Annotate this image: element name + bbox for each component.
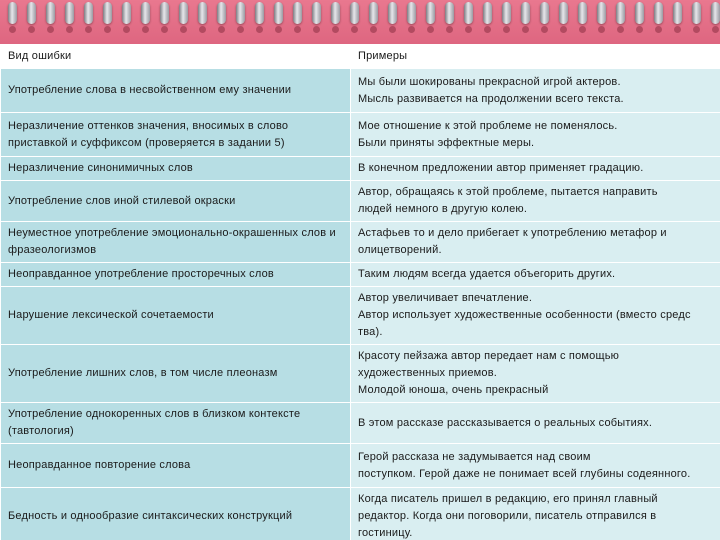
spiral-ring <box>597 2 606 24</box>
error-type-cell: Употребление слова в несвойственном ему значении <box>1 69 351 113</box>
spiral-ring <box>236 2 245 24</box>
binding-hole <box>275 26 282 33</box>
binding-hole <box>598 26 605 33</box>
binding-hole <box>66 26 73 33</box>
binding-hole <box>503 26 510 33</box>
examples-cell <box>351 222 720 263</box>
binding-hole <box>351 26 358 33</box>
binding-hole <box>142 26 149 33</box>
spiral-ring <box>331 2 340 24</box>
error-type-cell: Неразличение синонимичных слов <box>1 157 351 181</box>
binding-hole <box>199 26 206 33</box>
spiral-ring <box>711 2 720 24</box>
spiral-ring <box>274 2 283 24</box>
spiral-ring <box>578 2 587 24</box>
example-line: художественных приемов. <box>358 367 498 379</box>
table-container <box>0 44 720 540</box>
spiral-ring <box>635 2 644 24</box>
binding-hole <box>256 26 263 33</box>
binding-hole <box>47 26 54 33</box>
binding-hole <box>237 26 244 33</box>
binding-hole <box>484 26 491 33</box>
binding-hole <box>9 26 16 33</box>
table-row <box>1 263 720 287</box>
spiral-ring <box>255 2 264 24</box>
binding-hole <box>28 26 35 33</box>
binding-hole <box>560 26 567 33</box>
example-line: поступком. Герой даже не понимает всей глубины содеянного. <box>358 467 691 480</box>
example-line: В конечном предложении автор применяет градацию. <box>358 162 644 174</box>
spiral-ring <box>426 2 435 24</box>
spiral-ring <box>445 2 454 24</box>
table-row <box>1 113 720 157</box>
spiral-ring <box>483 2 492 24</box>
example-line: Астафьев то и дело прибегает к употреблению метафор и <box>358 227 667 239</box>
binding-hole <box>712 26 719 33</box>
binding-hole <box>522 26 529 33</box>
spiral-ring <box>559 2 568 24</box>
binding-hole <box>617 26 624 33</box>
spiral-ring <box>407 2 416 24</box>
binding-hole <box>332 26 339 33</box>
spiral-ring <box>350 2 359 24</box>
table-row <box>1 287 720 345</box>
example-line: Герой рассказа не задумывается над своим <box>358 450 591 463</box>
table-row <box>1 69 720 113</box>
error-type-cell: Бедность и однообразие синтаксических конструкций <box>1 488 351 540</box>
error-type-cell: Неоправданное повторение слова <box>1 444 351 488</box>
error-type-cell: Неуместное употребление эмоционально-окрашенных слов и фразеологизмов <box>1 222 351 263</box>
spiral-ring <box>122 2 131 24</box>
spiral-ring <box>312 2 321 24</box>
table-row <box>1 222 720 263</box>
spiral-ring <box>179 2 188 24</box>
spiral-ring <box>84 2 93 24</box>
error-type-cell: Употребление однокоренных слов в близком контексте (тавтология) <box>1 403 351 444</box>
spiral-ring <box>521 2 530 24</box>
table-row <box>1 345 720 403</box>
spiral-ring <box>692 2 701 24</box>
binding-hole <box>446 26 453 33</box>
example-line: Мое отношение к этой проблеме не поменялось. <box>358 119 618 132</box>
example-line: Таким людям всегда удается объегорить других. <box>358 268 616 280</box>
example-line: Молодой юноша, очень прекрасный <box>358 384 549 396</box>
example-line: Автор, обращаясь к этой проблеме, пытается направить <box>358 186 658 198</box>
spiral-ring <box>141 2 150 24</box>
spiral-ring <box>502 2 511 24</box>
spiral-ring <box>198 2 207 24</box>
binding-hole <box>218 26 225 33</box>
error-type-cell: Неоправданное употребление просторечных слов <box>1 263 351 287</box>
examples-cell <box>351 263 720 287</box>
binding-hole <box>579 26 586 33</box>
example-line: редактор. Когда они поговорили, писатель отправился в <box>358 510 657 522</box>
example-line: Красоту пейзажа автор передает нам с помощью <box>358 350 620 362</box>
examples-cell <box>351 444 720 488</box>
examples-cell <box>351 403 720 444</box>
examples-cell <box>351 157 720 181</box>
notebook-spiral-binding <box>0 0 720 44</box>
spiral-ring <box>217 2 226 24</box>
spiral-ring <box>464 2 473 24</box>
binding-hole <box>465 26 472 33</box>
binding-hole <box>655 26 662 33</box>
example-line: Когда писатель пришел в редакцию, его принял главный <box>358 493 658 505</box>
binding-hole <box>294 26 301 33</box>
examples-cell <box>351 488 720 540</box>
table-row <box>1 157 720 181</box>
example-line: Автор увеличивает впечатление. <box>358 292 533 304</box>
binding-hole <box>674 26 681 33</box>
error-type-cell: Нарушение лексической сочетаемости <box>1 287 351 345</box>
spiral-ring <box>8 2 17 24</box>
spiral-ring <box>160 2 169 24</box>
spiral-ring <box>46 2 55 24</box>
binding-hole <box>161 26 168 33</box>
binding-hole <box>541 26 548 33</box>
example-line: Мы были шокированы прекрасной игрой актеров. <box>358 75 621 88</box>
binding-hole <box>408 26 415 33</box>
spiral-ring <box>540 2 549 24</box>
spiral-ring <box>293 2 302 24</box>
spiral-ring <box>388 2 397 24</box>
header-error-type: Вид ошибки <box>1 45 351 69</box>
table-row <box>1 444 720 488</box>
examples-cell <box>351 69 720 113</box>
table-row <box>1 488 720 540</box>
example-line: людей немного в другую колею. <box>358 203 528 215</box>
example-line: гостиницу. <box>358 527 413 539</box>
header-examples: Примеры <box>351 45 720 69</box>
example-line: Были приняты эффектные меры. <box>358 136 535 149</box>
examples-cell <box>351 345 720 403</box>
binding-hole <box>370 26 377 33</box>
table-row <box>1 403 720 444</box>
binding-hole <box>313 26 320 33</box>
error-type-cell: Употребление лишних слов, в том числе плеоназм <box>1 345 351 403</box>
spiral-ring <box>369 2 378 24</box>
examples-cell <box>351 287 720 345</box>
spiral-ring <box>616 2 625 24</box>
spiral-ring <box>65 2 74 24</box>
binding-hole <box>180 26 187 33</box>
binding-hole <box>389 26 396 33</box>
example-line: Мысль развивается на продолжении всего текста. <box>358 92 624 105</box>
spiral-ring <box>673 2 682 24</box>
binding-hole <box>104 26 111 33</box>
example-line: тва). <box>358 326 383 338</box>
spiral-ring <box>103 2 112 24</box>
table-header-row <box>1 45 720 69</box>
errors-table <box>0 44 720 540</box>
binding-hole <box>85 26 92 33</box>
binding-hole <box>636 26 643 33</box>
example-line: Автор использует художественные особенности (вместо средс <box>358 309 691 321</box>
examples-cell <box>351 181 720 222</box>
spiral-ring <box>654 2 663 24</box>
table-row <box>1 181 720 222</box>
examples-cell <box>351 113 720 157</box>
example-line: олицетворений. <box>358 244 442 256</box>
example-line: В этом рассказе рассказывается о реальных событиях. <box>358 416 653 429</box>
spiral-ring <box>27 2 36 24</box>
error-type-cell: Употребление слов иной стилевой окраски <box>1 181 351 222</box>
binding-hole <box>123 26 130 33</box>
binding-hole <box>693 26 700 33</box>
binding-hole <box>427 26 434 33</box>
error-type-cell: Неразличение оттенков значения, вносимых в слово приставкой и суффиксом (проверяется в задании 5) <box>1 113 351 157</box>
